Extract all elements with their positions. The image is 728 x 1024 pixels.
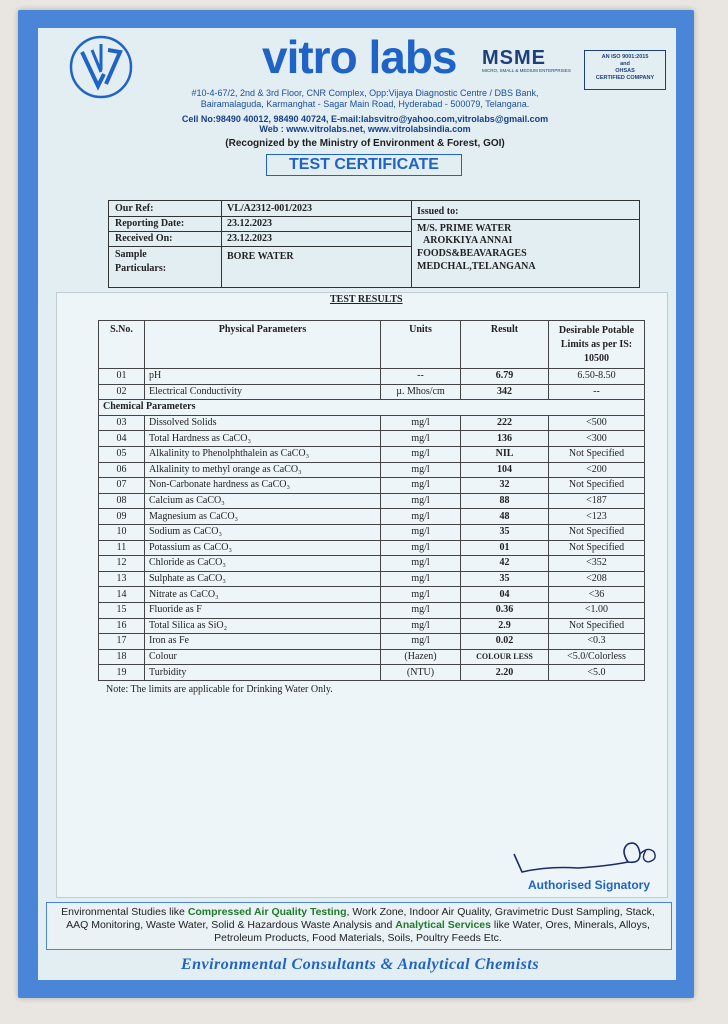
reference-info-table <box>108 200 640 288</box>
row-result: 35 <box>461 571 549 587</box>
row-limit: Not Specified <box>549 446 645 462</box>
row-limit: <500 <box>549 415 645 431</box>
table-row <box>99 446 645 462</box>
row-unit: mg/l <box>381 571 461 587</box>
table-row <box>99 540 645 556</box>
signature-mark <box>508 832 668 882</box>
sample-label-1: Sample <box>115 249 147 260</box>
table-row <box>99 649 645 665</box>
msme-logo <box>482 48 572 78</box>
row-result: 04 <box>461 587 549 603</box>
row-result: 35 <box>461 524 549 540</box>
table-row <box>99 618 645 634</box>
row-unit: mg/l <box>381 556 461 572</box>
row-parameter: Potassium as CaCO₃ <box>145 540 381 556</box>
col-units: Units <box>381 321 461 369</box>
row-result: 88 <box>461 493 549 509</box>
row-parameter: Colour <box>145 649 381 665</box>
row-limit: <300 <box>549 431 645 447</box>
row-parameter: Calcium as CaCO₃ <box>145 493 381 509</box>
chemical-section-row <box>99 400 645 416</box>
table-row <box>99 602 645 618</box>
row-limit: Not Specified <box>549 478 645 494</box>
row-result: 136 <box>461 431 549 447</box>
address-line-1: #10-4-67/2, 2nd & 3rd Floor, CNR Complex, Opp:Vijaya Diagnostic Centre / DBS Bank, <box>191 88 539 98</box>
row-unit: mg/l <box>381 524 461 540</box>
row-limit: <187 <box>549 493 645 509</box>
row-sno: 15 <box>99 602 145 618</box>
row-sno: 01 <box>99 369 145 385</box>
row-parameter: Dissolved Solids <box>145 415 381 431</box>
row-sno: 11 <box>99 540 145 556</box>
row-sno: 12 <box>99 556 145 572</box>
row-sno: 06 <box>99 462 145 478</box>
row-limit: <1.00 <box>549 602 645 618</box>
table-row <box>99 431 645 447</box>
row-limit: <123 <box>549 509 645 525</box>
row-parameter: Chloride as CaCO₃ <box>145 556 381 572</box>
row-result: 342 <box>461 384 549 400</box>
table-row <box>99 524 645 540</box>
row-parameter: Non-Carbonate hardness as CaCO₃ <box>145 478 381 494</box>
chemical-heading: Chemical Parameters <box>99 400 645 416</box>
row-sno: 13 <box>99 571 145 587</box>
row-limit: -- <box>549 384 645 400</box>
row-result: 2.20 <box>461 665 549 681</box>
row-sno: 09 <box>99 509 145 525</box>
row-result: 2.9 <box>461 618 549 634</box>
recognition-line: (Recognized by the Ministry of Environment & Forest, GOI) <box>225 138 505 149</box>
row-parameter: Nitrate as CaCO₃ <box>145 587 381 603</box>
row-limit: <200 <box>549 462 645 478</box>
received-on-label: Received On: <box>115 233 173 244</box>
row-limit: 6.50-8.50 <box>549 369 645 385</box>
row-parameter: Electrical Conductivity <box>145 384 381 400</box>
sample-label-2: Particulars: <box>115 263 167 274</box>
row-limit: <5.0/Colorless <box>549 649 645 665</box>
row-result: 0.02 <box>461 634 549 650</box>
row-unit: mg/l <box>381 446 461 462</box>
footer-highlight: Compressed Air Quality Testing <box>187 906 347 918</box>
row-limit: <36 <box>549 587 645 603</box>
footer-highlight: Analytical Services <box>395 919 491 931</box>
row-parameter: Magnesium as CaCO₃ <box>145 509 381 525</box>
table-row <box>99 384 645 400</box>
row-unit: mg/l <box>381 540 461 556</box>
vitro-logo-icon <box>68 34 134 100</box>
contact-line-1: Cell No:98490 40012, 98490 40724, E-mail:labsvitro@yahoo.com,vitrolabs@gmail.com <box>181 114 549 124</box>
row-sno: 08 <box>99 493 145 509</box>
row-sno: 04 <box>99 431 145 447</box>
table-row <box>99 634 645 650</box>
row-limit: <5.0 <box>549 665 645 681</box>
row-result: COLOUR LESS <box>461 649 549 665</box>
table-row <box>99 665 645 681</box>
row-unit: -- <box>381 369 461 385</box>
row-limit: <352 <box>549 556 645 572</box>
footer-text: , Work Zone, Indoor Air Quality, Gravimetric Dust Sampling, Stack, AAQ Monitoring, Waste Water, Solid & Hazardous Waste Analysis and <box>66 906 655 931</box>
table-row <box>99 587 645 603</box>
row-unit: mg/l <box>381 478 461 494</box>
results-title: TEST RESULTS <box>330 294 403 305</box>
row-sno: 14 <box>99 587 145 603</box>
results-table <box>98 320 645 681</box>
row-sno: 17 <box>99 634 145 650</box>
table-header-row <box>99 321 645 369</box>
table-row <box>99 509 645 525</box>
row-parameter: Iron as Fe <box>145 634 381 650</box>
row-unit: mg/l <box>381 618 461 634</box>
row-unit: mg/l <box>381 431 461 447</box>
received-on-value: 23.12.2023 <box>227 233 272 244</box>
col-param: Physical Parameters <box>145 321 381 369</box>
row-unit: mg/l <box>381 587 461 603</box>
table-row <box>99 415 645 431</box>
footer-tagline: Environmental Consultants & Analytical Chemists <box>180 956 540 973</box>
brand-name: vitro labs <box>262 31 457 83</box>
row-limit: Not Specified <box>549 618 645 634</box>
row-sno: 02 <box>99 384 145 400</box>
table-row <box>99 478 645 494</box>
issued-to-line: AROKKIYA ANNAI <box>423 235 513 246</box>
row-sno: 03 <box>99 415 145 431</box>
table-row <box>99 556 645 572</box>
row-unit: mg/l <box>381 634 461 650</box>
row-parameter: Total Silica as SiO₂ <box>145 618 381 634</box>
footer-text: Environmental Studies like <box>61 906 188 918</box>
row-sno: 07 <box>99 478 145 494</box>
row-sno: 10 <box>99 524 145 540</box>
row-unit: mg/l <box>381 415 461 431</box>
our-ref-value: VL/A2312-001/2023 <box>227 203 312 214</box>
address-line-2: Bairamalaguda, Karmanghat - Sagar Main Road, Hyderabad - 500079, Telangana. <box>200 99 530 109</box>
reporting-date-label: Reporting Date: <box>115 218 185 229</box>
iso-line: AN ISO 9001:2015 <box>601 54 649 60</box>
row-result: 0.36 <box>461 602 549 618</box>
row-result: NIL <box>461 446 549 462</box>
sample-value: BORE WATER <box>227 251 294 262</box>
row-result: 01 <box>461 540 549 556</box>
row-limit: Not Specified <box>549 540 645 556</box>
table-note: Note: The limits are applicable for Drinking Water Only. <box>106 684 333 695</box>
table-row <box>99 462 645 478</box>
row-result: 222 <box>461 415 549 431</box>
our-ref-label: Our Ref: <box>115 203 154 214</box>
row-parameter: Sulphate as CaCO₃ <box>145 571 381 587</box>
msme-title: MSME <box>482 47 546 69</box>
reporting-date-value: 23.12.2023 <box>227 218 272 229</box>
row-result: 104 <box>461 462 549 478</box>
col-sno: S.No. <box>99 321 145 369</box>
row-parameter: Turbidity <box>145 665 381 681</box>
certificate-title: TEST CERTIFICATE <box>266 154 462 176</box>
row-unit: mg/l <box>381 462 461 478</box>
table-row <box>99 369 645 385</box>
issued-to-line: FOODS&BEAVARAGES <box>417 248 527 259</box>
footer-services-text <box>50 906 666 945</box>
table-row <box>99 493 645 509</box>
row-sno: 16 <box>99 618 145 634</box>
row-result: 42 <box>461 556 549 572</box>
row-sno: 05 <box>99 446 145 462</box>
row-result: 48 <box>461 509 549 525</box>
row-unit: (NTU) <box>381 665 461 681</box>
footer-text: like Water, Ores, Minerals, Alloys, Petroleum Products, Food Materials, Soils, Poultry Feeds Etc. <box>214 919 650 944</box>
msme-subtitle: MICRO, SMALL & MEDIUM ENTERPRISES <box>482 68 571 73</box>
row-unit: (Hazen) <box>381 649 461 665</box>
row-result: 6.79 <box>461 369 549 385</box>
col-result: Result <box>461 321 549 369</box>
row-parameter: Fluoride as F <box>145 602 381 618</box>
table-row <box>99 571 645 587</box>
row-sno: 19 <box>99 665 145 681</box>
row-unit: µ. Mhos/cm <box>381 384 461 400</box>
issued-to-line: M/S. PRIME WATER <box>417 223 512 234</box>
row-parameter: Total Hardness as CaCO₃ <box>145 431 381 447</box>
row-parameter: Alkalinity to Phenolphthalein as CaCO₃ <box>145 446 381 462</box>
row-parameter: Alkalinity to methyl orange as CaCO₃ <box>145 462 381 478</box>
row-limit: <0.3 <box>549 634 645 650</box>
row-limit: Not Specified <box>549 524 645 540</box>
iso-line: OHSAS <box>615 68 635 74</box>
issued-to-label: Issued to: <box>417 206 459 217</box>
row-unit: mg/l <box>381 509 461 525</box>
row-unit: mg/l <box>381 602 461 618</box>
iso-line: and <box>620 61 630 67</box>
row-result: 32 <box>461 478 549 494</box>
issued-to-line: MEDCHAL,TELANGANA <box>417 261 536 272</box>
row-sno: 18 <box>99 649 145 665</box>
authorised-signatory: Authorised Signatory <box>528 878 651 892</box>
row-parameter: Sodium as CaCO₃ <box>145 524 381 540</box>
row-unit: mg/l <box>381 493 461 509</box>
row-parameter: pH <box>145 369 381 385</box>
iso-badge <box>584 50 666 90</box>
contact-line-2: Web : www.vitrolabs.net, www.vitrolabsindia.com <box>259 124 471 134</box>
col-limits: Desirable Potable Limits as per IS: 10500 <box>549 321 645 369</box>
row-limit: <208 <box>549 571 645 587</box>
iso-line: CERTIFIED COMPANY <box>595 75 655 81</box>
